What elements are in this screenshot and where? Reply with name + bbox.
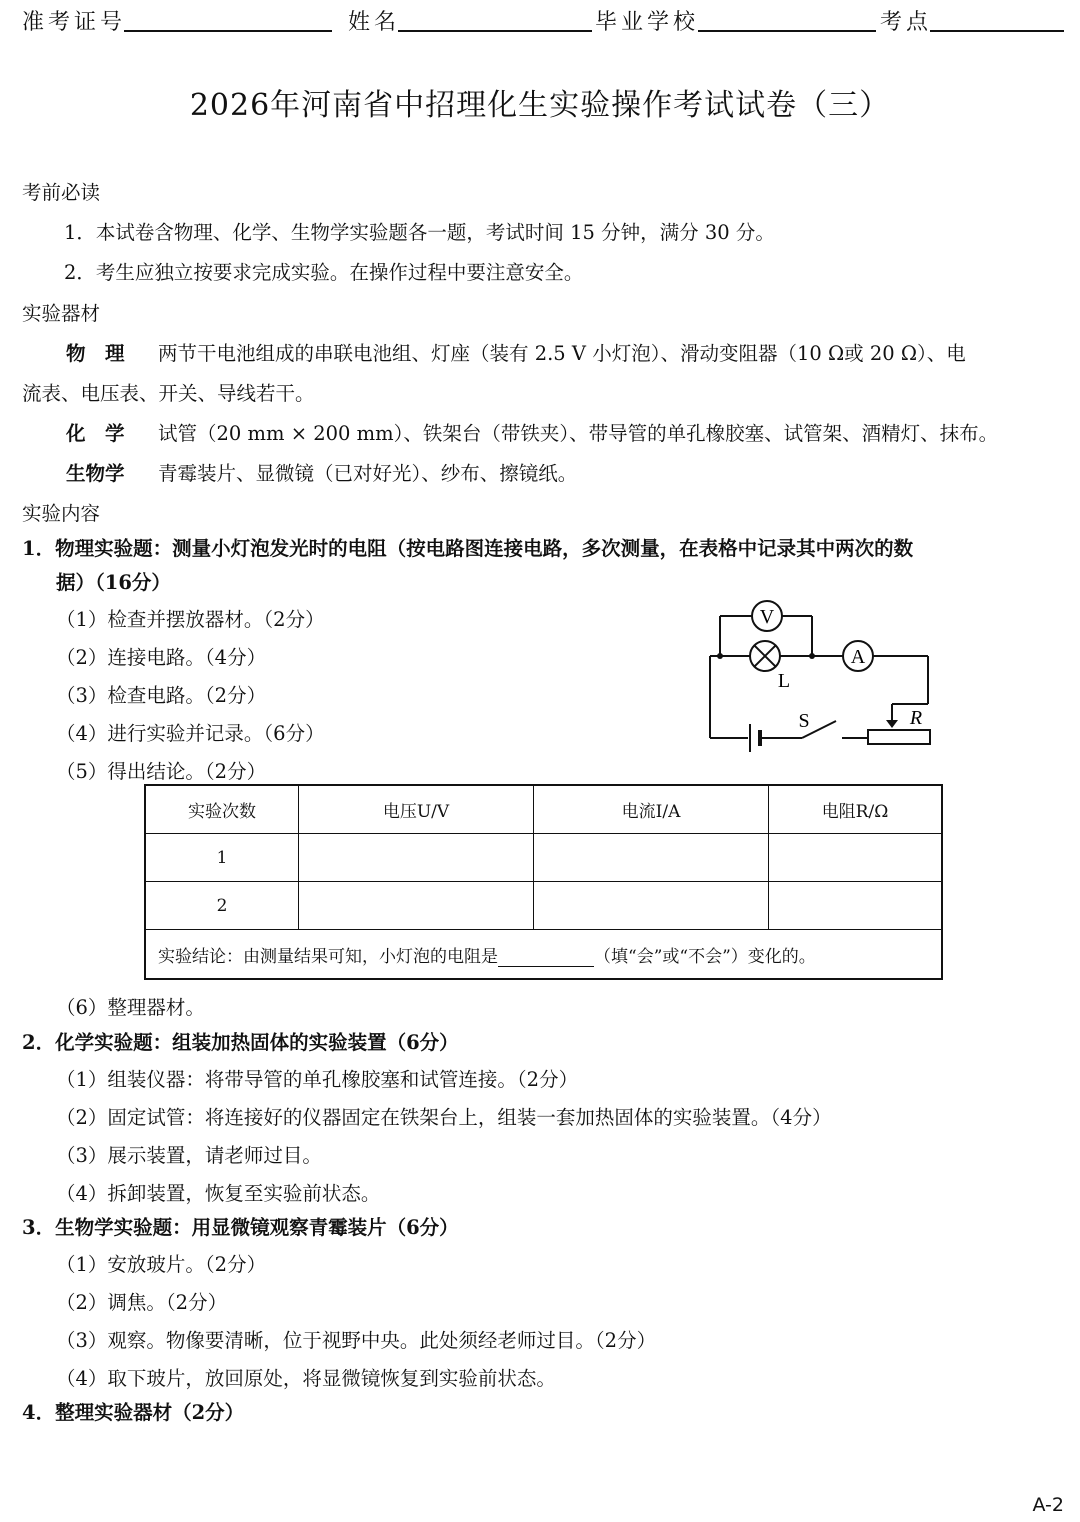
rheostat-symbol [868,730,930,744]
equipment-heading: 实验器材 [22,302,101,325]
junction-dot [717,653,723,659]
resistance-cell[interactable] [769,882,943,930]
biology-label: 生物学 [66,462,125,485]
q3-title: 3．生物学实验题：用显微镜观察青霉装片（6分） [22,1216,459,1239]
admission-number-field[interactable] [124,30,332,32]
conclusion-blank[interactable] [498,949,594,967]
voltmeter-label: V [759,606,775,628]
physics-equipment: 两节干电池组成的串联电池组、灯座（装有 2.5 V 小灯泡）、滑动变阻器（10 Ω或 20 Ω）、电 [158,342,966,365]
rheostat-arrow [886,720,898,728]
conclusion-row [145,930,942,980]
q2-step: （2）固定试管：将连接好的仪器固定在铁架台上，组装一套加热固体的实验装置。（4分） [56,1106,832,1129]
school-field[interactable] [698,30,876,32]
q3-step: （2）调焦。（2分） [56,1291,228,1314]
header-trial: 实验次数 [145,785,299,834]
exam-site-field[interactable] [930,30,1064,32]
q2-title: 2．化学实验题：组装加热固体的实验装置（6分） [22,1031,459,1054]
q1-step: （6）整理器材。 [56,996,205,1019]
content-heading: 实验内容 [22,502,101,525]
junction-dot [809,653,815,659]
voltage-cell[interactable] [299,834,534,882]
biology-equipment: 青霉装片、显微镜（已对好光）、纱布、擦镜纸。 [158,462,578,485]
q2-step: （3）展示装置，请老师过目。 [56,1144,322,1167]
trial-number: 2 [145,882,299,930]
q1-title-cont: 据）（16分） [56,571,171,594]
lamp-label: L [777,670,791,692]
switch-label: S [798,710,810,732]
q1-step: （1）检查并摆放器材。（2分） [56,608,325,631]
q3-step: （1）安放玻片。（2分） [56,1253,267,1276]
reading-heading: 考前必读 [22,181,101,204]
q3-step: （4）取下玻片，放回原处，将显微镜恢复到实验前状态。 [56,1367,556,1390]
conclusion-text-before: 实验结论：由测量结果可知，小灯泡的电阻是 [158,946,498,967]
admission-number-label: 准考证号 [22,10,127,35]
chemistry-label: 化 学 [66,422,125,445]
q1-title: 1．物理实验题：测量小灯泡发光时的电阻（按电路图连接电路，多次测量，在表格中记录其中两次的数 [22,537,914,560]
q1-step: （3）检查电路。（2分） [56,684,267,707]
page-number: A-2 [1032,1494,1064,1516]
exam-site-label: 考点 [880,10,933,35]
table-header-row [145,785,942,834]
q3-step: （3）观察。物像要清晰，位于视野中央。此处须经老师过目。（2分） [56,1329,657,1352]
reading-item: 2．考生应独立按要求完成实验。在操作过程中要注意安全。 [64,261,584,284]
name-field[interactable] [398,30,592,32]
q1-step: （4）进行实验并记录。（6分） [56,722,325,745]
reading-item: 1．本试卷含物理、化学、生物学实验题各一题，考试时间 15 分钟，满分 30 分。 [64,221,775,244]
current-cell[interactable] [534,882,769,930]
table-row [145,834,942,882]
voltage-cell[interactable] [299,882,534,930]
header-current: 电流I/A [534,785,769,834]
circuit-diagram [700,596,940,756]
q2-step: （1）组装仪器：将带导管的单孔橡胶塞和试管连接。（2分） [56,1068,579,1091]
chemistry-equipment: 试管（20 mm × 200 mm）、铁架台（带铁夹）、带导管的单孔橡胶塞、试管架、酒精灯、抹布。 [158,422,999,445]
header-voltage: 电压U/V [299,785,534,834]
results-table [144,784,943,980]
q1-step: （2）连接电路。（4分） [56,646,267,669]
name-label: 姓名 [348,10,401,35]
q4-title: 4．整理实验器材（2分） [22,1401,245,1424]
table-row [145,882,942,930]
rheostat-label: R [909,707,923,729]
physics-equipment-cont: 流表、电压表、开关、导线若干。 [22,382,315,405]
resistance-cell[interactable] [769,834,943,882]
conclusion-cell [145,930,942,980]
q1-step: （5）得出结论。（2分） [56,760,267,783]
ammeter-label: A [850,646,866,668]
school-label: 毕业学校 [595,10,700,35]
physics-label: 物 理 [66,342,125,365]
q2-step: （4）拆卸装置，恢复至实验前状态。 [56,1182,381,1205]
current-cell[interactable] [534,834,769,882]
conclusion-text-after: （填“会”或“不会”）变化的。 [594,946,816,967]
header-resistance: 电阻R/Ω [769,785,943,834]
page-title: 2026年河南省中招理化生实验操作考试试卷（三） [189,88,891,123]
trial-number: 1 [145,834,299,882]
